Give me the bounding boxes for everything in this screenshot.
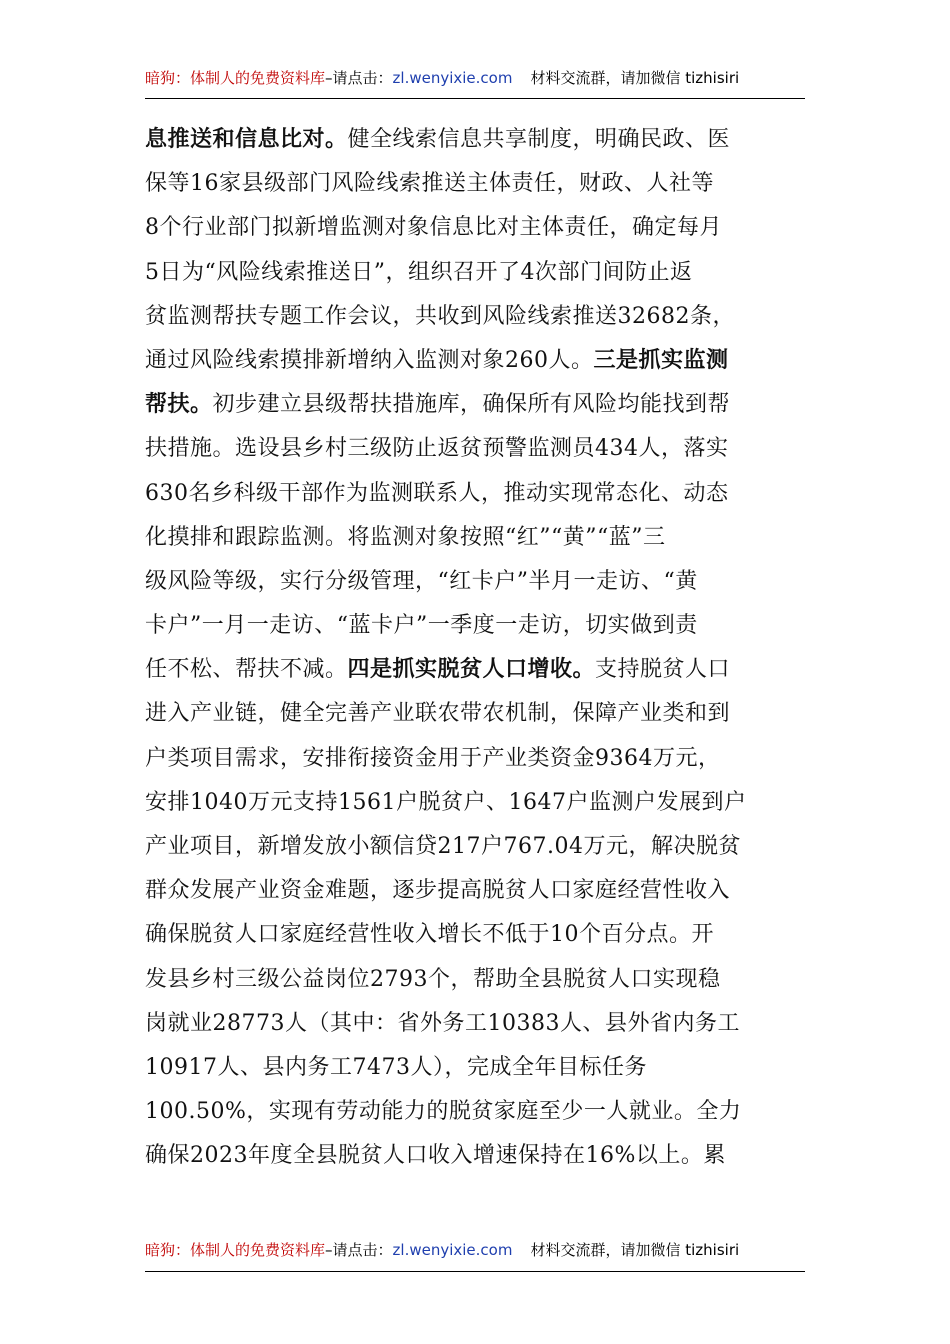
text-line: [145, 560, 805, 604]
bold-heading-segment: 帮扶。: [145, 392, 213, 418]
text-line: [145, 1134, 805, 1178]
text-segment: 保等16家县级部门风险线索推送主体责任，财政、人社等: [145, 171, 714, 197]
footer-divider: [145, 1271, 805, 1272]
header-divider: [145, 98, 805, 99]
text-segment: 岗就业28773人（其中：省外务工10383人、县外省内务工: [145, 1010, 740, 1036]
text-line: [145, 118, 805, 162]
text-line: [145, 206, 805, 250]
text-segment: 户类项目需求，安排衔接资金用于产业类资金9364万元，: [145, 745, 721, 771]
text-segment: 5日为“风险线索推送日”，组织召开了4次部门间防止返: [145, 259, 693, 285]
text-segment: 630名乡科级干部作为监测联系人，推动实现常态化、动态: [145, 480, 729, 506]
text-segment: 确保2023年度全县脱贫人口收入增速保持在16%以上。累: [145, 1143, 726, 1169]
text-line: [145, 958, 805, 1002]
text-segment: 任不松、帮扶不减。: [145, 657, 348, 683]
text-segment: 贫监测帮扶专题工作会议，共收到风险线索推送32682条，: [145, 303, 735, 329]
text-line: [145, 383, 805, 427]
text-line: [145, 913, 805, 957]
text-line: [145, 1090, 805, 1134]
header-url-link[interactable]: zl.wenyixie.com: [392, 69, 513, 87]
text-segment: 发县乡村三级公益岗位2793个，帮助全县脱贫人口实现稳: [145, 966, 721, 992]
page-footer: [145, 1240, 805, 1260]
text-segment: 10917人、县内务工7473人），完成全年目标任务: [145, 1054, 647, 1080]
text-line: [145, 648, 805, 692]
page-header: [145, 68, 805, 88]
header-brand: 暗狗：体制人的免费资料库: [145, 69, 326, 87]
text-segment: 健全线索信息共享制度，明确民政、医: [347, 127, 731, 152]
text-line: [145, 869, 805, 913]
text-line: [145, 825, 805, 869]
text-segment: 安排1040万元支持1561户脱贫户、1647户监测户发展到户: [145, 789, 747, 815]
text-line: [145, 516, 805, 560]
footer-brand: 暗狗：体制人的免费资料库: [145, 1241, 326, 1259]
header-group-text: 材料交流群，请加微信 tizhisiri: [530, 69, 740, 87]
text-segment: 群众发展产业资金难题，逐步提高脱贫人口家庭经营性收入: [145, 878, 731, 904]
text-line: [145, 781, 805, 825]
document-body: [145, 118, 805, 1179]
bold-heading-segment: 三是抓实监测: [593, 347, 729, 373]
text-line: [145, 472, 805, 516]
text-line: [145, 339, 805, 383]
text-segment: 卡户”一月一走访、“蓝卡户”一季度一走访，切实做到责: [145, 613, 698, 639]
text-segment: 产业项目，新增发放小额信贷217户767.04万元，解决脱贫: [145, 834, 741, 859]
text-line: [145, 295, 805, 339]
text-line: [145, 1002, 805, 1046]
bold-heading-segment: 四是抓实脱贫人口增收。: [347, 657, 596, 683]
bold-heading-segment: 息推送和信息比对。: [145, 127, 348, 152]
text-segment: 100.50%，实现有劳动能力的脱贫家庭至少一人就业。全力: [145, 1099, 742, 1125]
text-segment: 扶措施。选设县乡村三级防止返贫预警监测员434人，落实: [145, 436, 729, 462]
text-segment: 级风险等级，实行分级管理，“红卡户”半月一走访、“黄: [145, 568, 698, 594]
text-segment: 确保脱贫人口家庭经营性收入增长不低于10个百分点。开: [145, 922, 714, 948]
text-segment: 通过风险线索摸排新增纳入监测对象260人。: [145, 347, 594, 373]
text-segment: 支持脱贫人口: [595, 657, 731, 683]
footer-click-label: –请点击：: [325, 1241, 393, 1259]
text-line: [145, 162, 805, 206]
footer-url-link[interactable]: zl.wenyixie.com: [392, 1241, 513, 1259]
footer-group-text: 材料交流群，请加微信 tizhisiri: [530, 1241, 740, 1259]
text-line: [145, 737, 805, 781]
header-click-label: –请点击：: [325, 69, 393, 87]
text-line: [145, 1046, 805, 1090]
text-segment: 化摸排和跟踪监测。将监测对象按照“红”“黄”“蓝”三: [145, 524, 666, 550]
text-line: [145, 427, 805, 471]
text-segment: 进入产业链，健全完善产业联农带农机制，保障产业类和到: [145, 701, 731, 727]
text-line: [145, 604, 805, 648]
text-segment: 初步建立县级帮扶措施库，确保所有风险均能找到帮: [212, 392, 731, 418]
text-line: [145, 692, 805, 736]
text-segment: 8个行业部门拟新增监测对象信息比对主体责任，确定每月: [145, 215, 722, 241]
text-line: [145, 251, 805, 295]
